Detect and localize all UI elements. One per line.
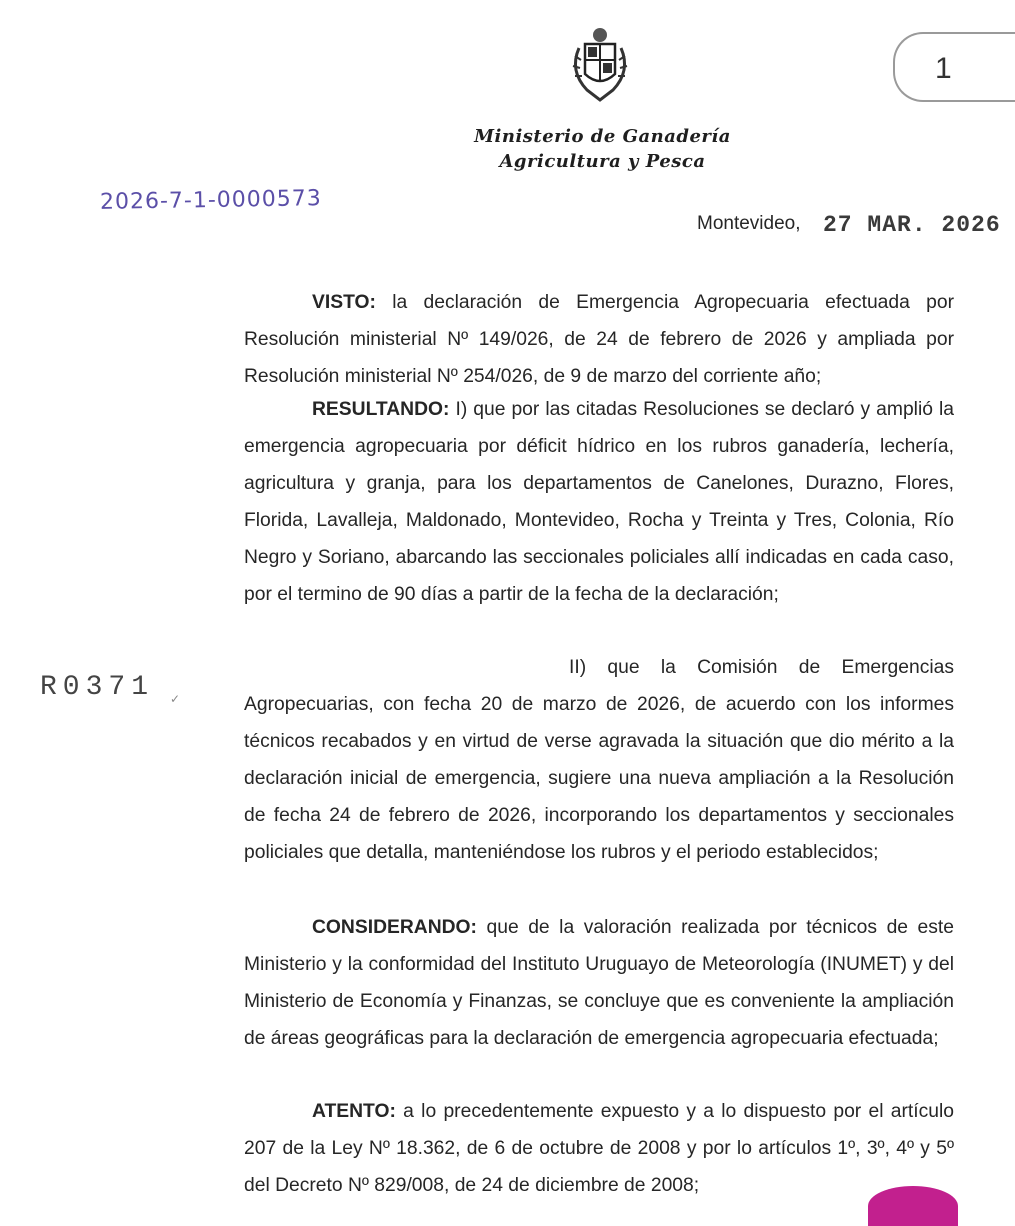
place: Montevideo,: [697, 213, 801, 234]
resultando-1-text: I) que por las citadas Resoluciones se declaró y amplió la emergencia agropecuaria por déficit hídrico en los rubros ganadería, lechería, agricultura y granja, para los departamentos de Canelones, Durazno, Flores, Florida, Lavalleja, Maldonado, Montevideo, Rocha y Treinta y Tres, Colonia, Río Negro y Soriano, abarcando las seccionales policiales allí indicadas en cada caso, por el termino de 90 días a partir de la fecha de la declaración;: [244, 399, 954, 605]
visto-paragraph: [244, 285, 954, 396]
atento-paragraph: [244, 1094, 954, 1205]
overlay-button-fragment[interactable]: [868, 1186, 958, 1226]
resultando-paragraph-2: [244, 650, 954, 871]
resultando-label: RESULTANDO:: [312, 399, 450, 420]
visto-text: la declaración de Emergencia Agropecuaria efectuada por Resolución ministerial Nº 149/026, de 24 de febrero de 2026 y ampliada por Resolución ministerial Nº 254/026, de 9 de marzo del corriente año;: [244, 292, 954, 387]
considerando-paragraph: [244, 910, 954, 1058]
resultando-paragraph-1: [244, 392, 954, 613]
considerando-text: que de la valoración realizada por técnicos de este Ministerio y la conformidad del Instituto Uruguayo de Meteorología (INUMET) y del Ministerio de Economía y Finanzas, se concluye que es conveniente la ampliación de áreas geográficas para la declaración de emergencia agropecuaria efectuada;: [244, 917, 954, 1049]
file-number-handwritten: 2026-7-1-0000573: [99, 186, 322, 215]
atento-text: a lo precedentemente expuesto y a lo dispuesto por el artículo 207 de la Ley Nº 18.362, de 6 de octubre de 2008 y por lo artículos 1º, 3º, 4º y 5º del Decreto Nº 829/008, de 24 de diciembre de 2008;: [244, 1101, 954, 1196]
date-stamp: 27 MAR. 2026: [823, 212, 1001, 238]
register-number-stamp: R0371: [40, 672, 155, 703]
atento-label: ATENTO:: [312, 1101, 396, 1122]
initials-mark: ✓: [170, 692, 181, 706]
visto-label: VISTO:: [312, 292, 376, 313]
resultando-2-text: II) que la Comisión de Emergencias Agropecuarias, con fecha 20 de marzo de 2026, de acuerdo con los informes técnicos recabados y en virtud de verse agravada la situación que dio mérito a la declaración inicial de emergencia, sugiere una nueva ampliación a la Resolución de fecha 24 de febrero de 2026, incorporando los departamentos y seccionales policiales que detalla, manteniéndose los rubros y el periodo establecidos;: [244, 657, 954, 863]
coat-of-arms-icon: [565, 26, 635, 106]
page-number-tab: [893, 32, 1015, 102]
ministry-name-line1: Ministerio de Ganadería: [474, 126, 731, 147]
considerando-label: CONSIDERANDO:: [312, 917, 477, 938]
page-number: 1: [935, 52, 952, 85]
ministry-name-line2: Agricultura y Pesca: [499, 151, 706, 172]
